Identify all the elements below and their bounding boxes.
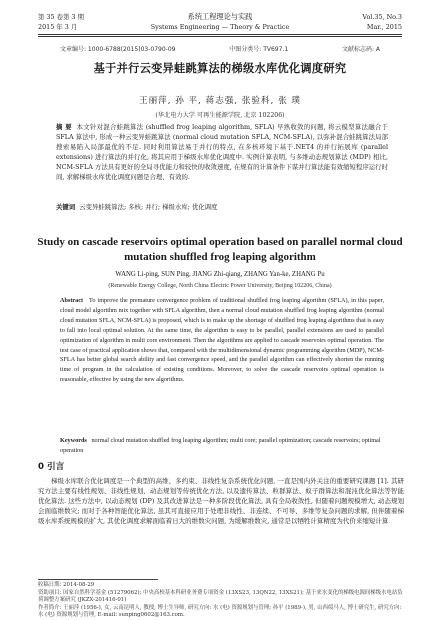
english-authors: WANG Li-ping, SUN Ping, JIANG Zhi-qiang, ZHANG Yan-ke, ZHANG Pu [115,271,325,278]
abstract-text-en: To improve the premature convergence problem of traditional shuffled frog leaping algorithm (SFLA), in this paper, cloud model algorithm mix together with SFLA algorithm, then a normal cloud mutation shuffled frog leaping algorithm (normal cloud mutation SFLA, NCM-SFLA) is proposed, which is to make up the shortage of shuffled frog leaping algorithms that is easy to fall into local optimal solution. At the same time, the algorithm is easy to be parallel, parallel extensions are used to parallel optimization of algorithm in multi core environment. Then the algorithms are applied to cascade reservoirs optimal operation. The test case of practical application shows that, compared with the multidimensional dynamic programming algorithm (MDP), NCM-SFLA has better global search ability and fast convergence speed, and the parallel algorithm can effectively shorten the running time of program in the calculation of existing conditions. Moreover, to solve the cascade reservoirs optimal operation is reasonable, effective by using the new algorithms. [60,297,385,384]
chinese-keywords [56,202,388,211]
article-number: 文章编号: 1000-6788(2015)03-0790-09 [60,46,176,53]
header-rule [38,34,402,35]
article-meta [60,44,380,53]
journal-date-en: Mar., 2015 [366,23,402,31]
keywords-text-cn: 云变异蛙跳算法; 多核; 并行; 梯级水库; 优化调度 [79,203,218,211]
received-date: 收稿日期: 2014-08-29 [38,582,95,588]
keywords-label-cn: 关键词 [56,203,76,211]
chinese-title: 基于并行云变异蛙跳算法的梯级水库优化调度研究 [93,62,347,75]
english-affiliation: (Renewable Energy College, North China Electric Power University, Beijing 102206, China) [108,283,332,289]
chinese-authors: 王丽萍, 孙 平, 蒋志强, 张验科, 张 璞 [138,96,302,106]
journal-volume-en: Vol.35, No.3 [362,13,402,21]
abstract-text-cn: 本文针对混合蛙跳算法 (shuffled frog leaping algorithm, SFLA) 早熟收敛的问题, 将云模型算法融合于 SFLA 算法中, 形成一种云变异蛙跳算法 (normal cloud mutation SFLA, NCM-SFLA), 以弥补混合蛙跳算法局部搜索易陷入局部最优的不足. 同时利用算法易于并行的特点, 在多核环境下基于.NET4 的并行拓展库 (parallel extensions) 进行算法的并行化, 将其应用于梯级水库优化调度中. 实例计算表明, 与多维动态规划算法 (MDP) 相比, NCM-SFLA 方法具有更好的全局寻优能力和较快的收敛速度, 在规有的计算条件下谋并行算法能有效缩短程序运行时间, 求解梯级水库优化调度问题是合理、有效的. [56,123,388,182]
keywords-text-en: normal cloud mutation shuffled frog leaping algorithm; multi core; parallel optimization; cascade reservoirs; optimal operation [60,437,381,454]
english-abstract [60,296,384,385]
journal-name-cn: 系统工程理论与实践 [187,12,253,21]
keywords-label-en: Keywords [60,437,87,444]
document-code: 文献标志码: A [341,46,380,53]
journal-volume: 第 35 卷第 3 期 [38,13,84,21]
funding: 资助项目: 国家自然科学基金 (51279062); 中央高校基本科研业务费专项资金 (13XS23, 13QN22, 13XS21); 基于来水变化的梯级电源间梯级水电站负荷调整方案研究 (JKZX-201416-01) [38,589,403,604]
journal-date: 2015 年 3 月 [38,23,78,31]
chinese-affiliation: (华北电力大学 可再生能源学院, 北京 102206) [155,112,285,119]
classification-number: 中图分类号: TV697.1 [229,46,289,53]
author-bio: 作者简介: 王丽萍 (1956-), 女, 云南昆明人, 教授, 博士生导师, 研究方向: 水 (电) 资源规划与管理; 孙平 (1989-), 男, 山西绥马人, 博士研究生, 研究方向: 水 (电) 资源规划与管理, E-mail: sunping0602@163.com. [38,604,402,619]
section-body: 梯级水库联合优化调度是一个典型的高维、多约束、非线性复杂系统优化问题, 一直是国内外关注的重要研究课题 [1]. 其研究方法主要有线性规划、非线性规划、动态规划等传统优化方法, 以及遗传算法、粒群算法、蚁子群算法和混沌优化算法等智能优化算法. 这些方法中, 以动态规划 (DP) 及其改进算法是一种多阶段优化算法, 具有全局收敛性, 但随着问题规模增大, 动态规划会面临维数灾; 而对于各种智能优化算法, 虽其可直接应用于处理非线性、非连续、不可导、多维等复杂问题的求解, 但伴随着梯级水库系统规模的扩大, 其优化调度求解面临着日大的维数灾问题, 为缓解维数灾, 通常是以牺牲计算精度为代价来缩短计算 [38,477,404,526]
english-title: Study on cascade reservoirs optimal operation based on parallel normal cloud mutation shuffled frog leaping algorithm [37,236,403,263]
footnotes [38,582,404,620]
chinese-abstract [56,122,388,183]
english-keywords [60,436,384,455]
abstract-label-en: Abstract [60,297,84,304]
abstract-label-cn: 摘 要 [56,123,72,131]
footnote-rule [38,579,158,580]
journal-name-en: Systems Engineering — Theory & Practice [150,23,290,31]
section-heading: 0 引言 [38,462,65,472]
header-rule-double [38,36,402,37]
